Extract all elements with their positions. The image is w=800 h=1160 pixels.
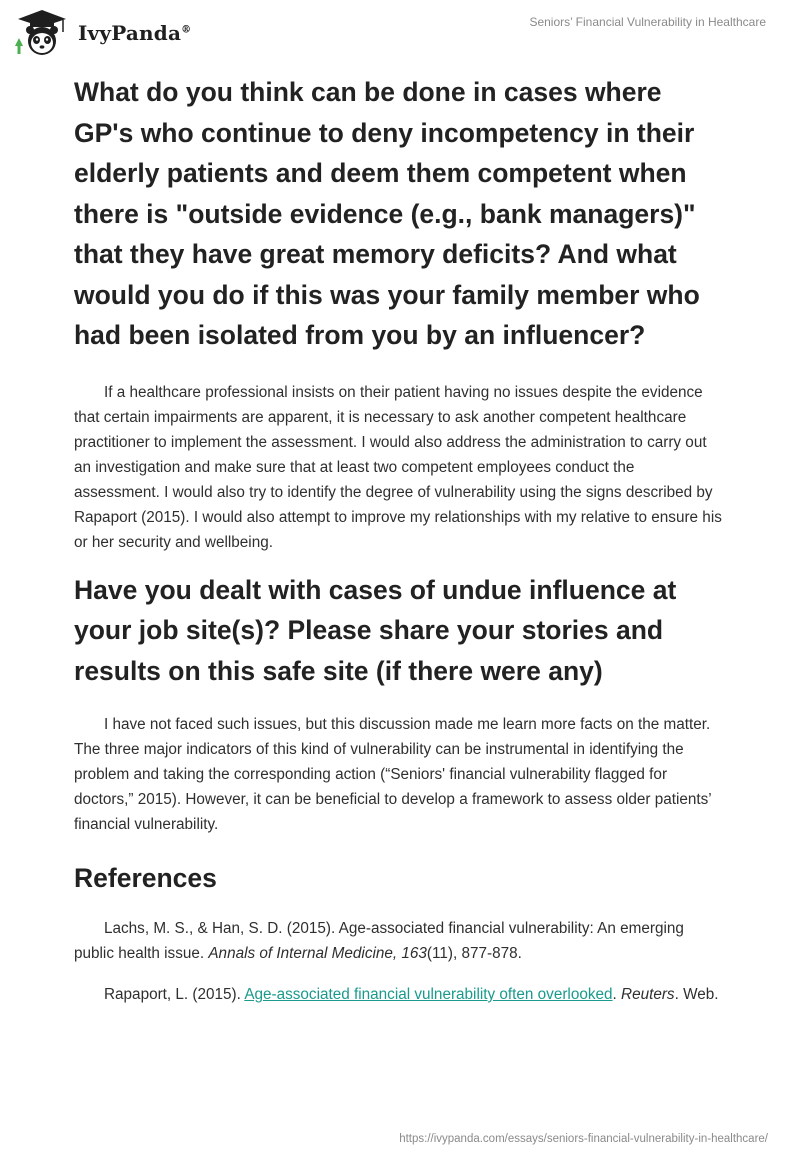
panda-graduate-icon [14, 8, 70, 58]
footer-url: https://ivypanda.com/essays/seniors-financial-vulnerability-in-healthcare/ [399, 1133, 768, 1145]
section-1-heading: What do you think can be done in cases where GP's who continue to deny incompetency in their elderly patients and deem them competent when there is "outside evidence (e.g., bank managers)" that they have great memory deficits? And what would you do if this was your family member who had been isolated from you by an influencer? [74, 77, 700, 350]
section-1-paragraph: If a healthcare professional insists on their patient having no issues despite the evidence that certain impairments are apparent, it is necessary to ask another competent healthcare practitioner to implement the assessment. I would also address the administration to carry out an investigation and make sure that at least two competent employees conduct the assessment. I would also try to identify the degree of vulnerability using the signs described by Rapaport (2015). I would also attempt to improve my relationships with my relative to ensure his or her security and wellbeing. [74, 383, 722, 551]
reference-item: Lachs, M. S., & Han, S. D. (2015). Age-associated financial vulnerability: An emerging public health issue. Annals of Internal Medicine, 163(11), 877-878. [74, 920, 684, 962]
reference-link[interactable]: Age-associated financial vulnerability often overlooked [244, 986, 613, 1003]
references-heading: References [74, 863, 217, 893]
brand-name: IvyPanda® [78, 21, 192, 45]
essay-content [74, 72, 724, 1023]
section-2-heading: Have you dealt with cases of undue influence at your job site(s)? Please share your stories and results on this safe site (if there were any) [74, 574, 677, 686]
document-title: Seniors’ Financial Vulnerability in Healthcare [529, 15, 766, 29]
reference-item: Rapaport, L. (2015). Age-associated financial vulnerability often overlooked. Reuters. Web. [104, 986, 719, 1003]
section-2-paragraph: I have not faced such issues, but this discussion made me learn more facts on the matter. The three major indicators of this kind of vulnerability can be instrumental in identifying the problem and taking the corresponding action (“Seniors' financial vulnerability flagged for doctors,” 2015). However, it can be beneficial to develop a framework to assess older patients’ financial vulnerability. [74, 716, 712, 833]
page-header [0, 0, 800, 64]
brand-logo[interactable] [14, 8, 191, 58]
